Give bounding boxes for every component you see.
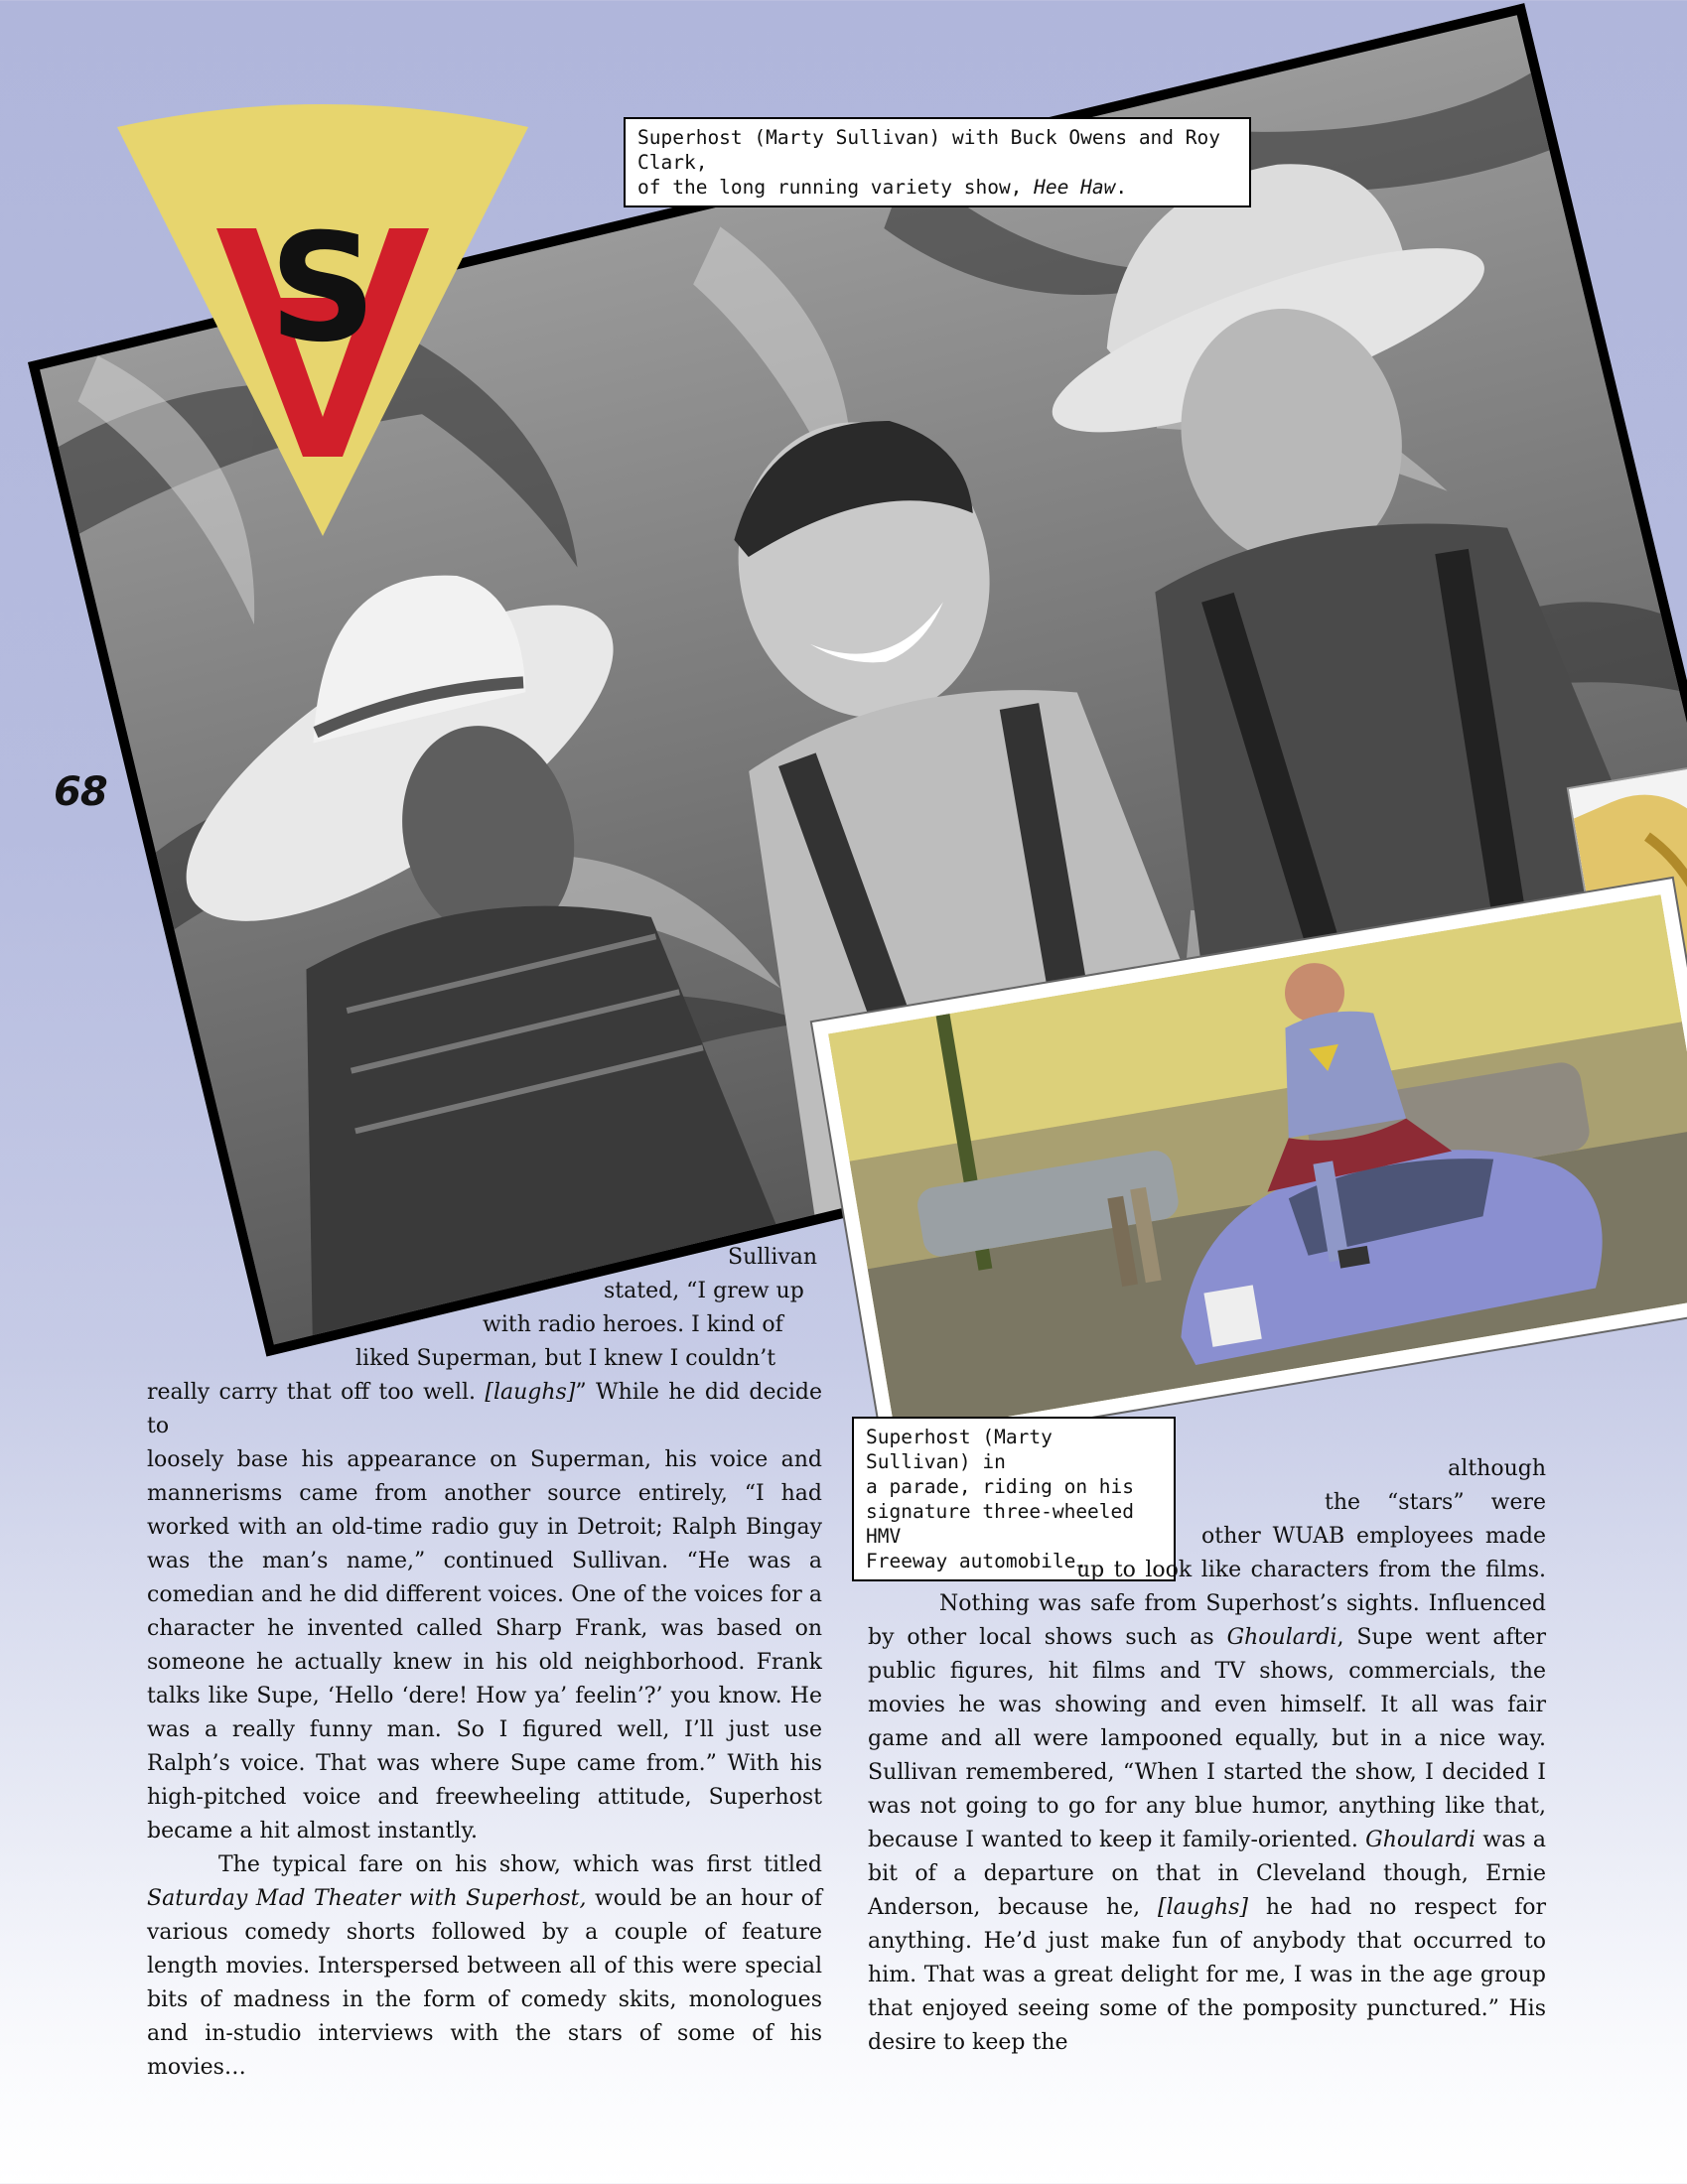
caption-parade-line-4: Freeway automobile. — [866, 1550, 1088, 1572]
right-p2 — [868, 1587, 1546, 2060]
left-p1-line-5-b: ” While he did decide to — [147, 1380, 822, 1438]
right-p2-c: was a bit of a departure on that in Cleveland though, Ernie Anderson, because he, — [868, 1828, 1546, 1920]
caption-parade-line-1: Superhost (Marty Sullivan) in — [866, 1426, 1053, 1473]
right-p2-laughs: [laughs] — [1157, 1895, 1249, 1920]
left-p2-a: The typical fare on his show, which was first titled — [218, 1852, 822, 1877]
caption-top-line-2 — [637, 175, 1237, 200]
left-p1-laughs: [laughs] — [485, 1380, 576, 1405]
caption-parade-line-2: a parade, riding on his — [866, 1475, 1135, 1498]
superhost-logo — [109, 99, 536, 541]
logo-letter-s: S — [268, 203, 377, 375]
caption-top-line-2-suffix: . — [1115, 176, 1128, 199]
left-p1-line-5 — [147, 1376, 822, 1443]
right-p2-show-2: Ghoulardi — [1365, 1828, 1476, 1852]
left-p1-line-2: stated, “I grew up — [604, 1279, 804, 1303]
caption-top-line-1: Superhost (Marty Sullivan) with Buck Owens and Roy Clark, — [637, 126, 1220, 174]
right-p2-show-1: Ghoulardi — [1226, 1625, 1337, 1650]
caption-parade-line-3: signature three-wheeled HMV — [866, 1500, 1135, 1548]
left-p2 — [147, 1848, 822, 2085]
right-p1-line-1: although — [1448, 1456, 1546, 1481]
right-p1-line-4: up to look like characters from the films. — [1076, 1558, 1546, 1582]
right-p1-line-2: the “stars” were — [1325, 1490, 1546, 1515]
left-p1-line-1: Sullivan — [728, 1245, 818, 1270]
left-p1-line-4: liked Superman, but I knew I couldn’t — [355, 1346, 776, 1371]
page-number: 68 — [54, 769, 107, 815]
left-p2-b: would be an hour of various comedy shorts followed by a couple of feature length movies. Interspersed between all of this were special bits of madness in the form of comedy skits, monologues and in-studio interviews with the stars of some of his movies… — [147, 1886, 822, 2080]
article-right-column — [868, 1452, 1546, 2060]
article-left-column — [147, 1241, 822, 2085]
left-p1-rest: loosely base his appearance on Superman, his voice and mannerisms came from another source entirely, “I had worked with an old-time radio guy in Detroit; Ralph Bingay was the man’s name,” continued Sullivan. “He was a comedian and he did different voices. One of the voices for a character he invented called Sharp Frank, was based on someone he actually knew in his old neighborhood. Frank talks like Supe, ‘Hello ‘dere! How ya’ feelin’?’ you know. He was a really funny man. So I figured well, I’ll just use Ralph’s voice. That was where Supe came from.” With his high-pitched voice and freewheeling attitude, Superhost became a hit almost instantly. — [147, 1447, 822, 1843]
right-p2-b: , Supe went after public figures, hit films and TV shows, commercials, the movies he was showing and even himself. It all was fair game and all were lampooned equally, but in a nice way. Sullivan remembered, “When I started the show, I decided I was not going to go for any blue humor, anything like that, because I wanted to keep it family-oriented. — [868, 1625, 1547, 1852]
left-p2-show-title: Saturday Mad Theater with Superhost, — [147, 1886, 587, 1911]
left-p1-line-5-a: really carry that off too well. — [147, 1380, 486, 1405]
left-p1-line-3: with radio heroes. I kind of — [483, 1312, 783, 1337]
right-p2-d: he had no respect for anything. He’d just make fun of anybody that occurred to him. That was a great delight for me, I was in the age group that enjoyed seeing some of the pomposity punctured.” His desire to keep the — [868, 1895, 1546, 2055]
caption-top — [624, 117, 1251, 207]
caption-top-line-2-prefix: of the long running variety show, — [637, 176, 1035, 199]
right-p1-line-3: other WUAB employees made — [1201, 1524, 1546, 1549]
right-p2-a: Nothing was safe from Superhost’s sights. Influenced by other local shows such as — [868, 1591, 1546, 1650]
caption-top-show-title: Hee Haw — [1034, 176, 1116, 199]
